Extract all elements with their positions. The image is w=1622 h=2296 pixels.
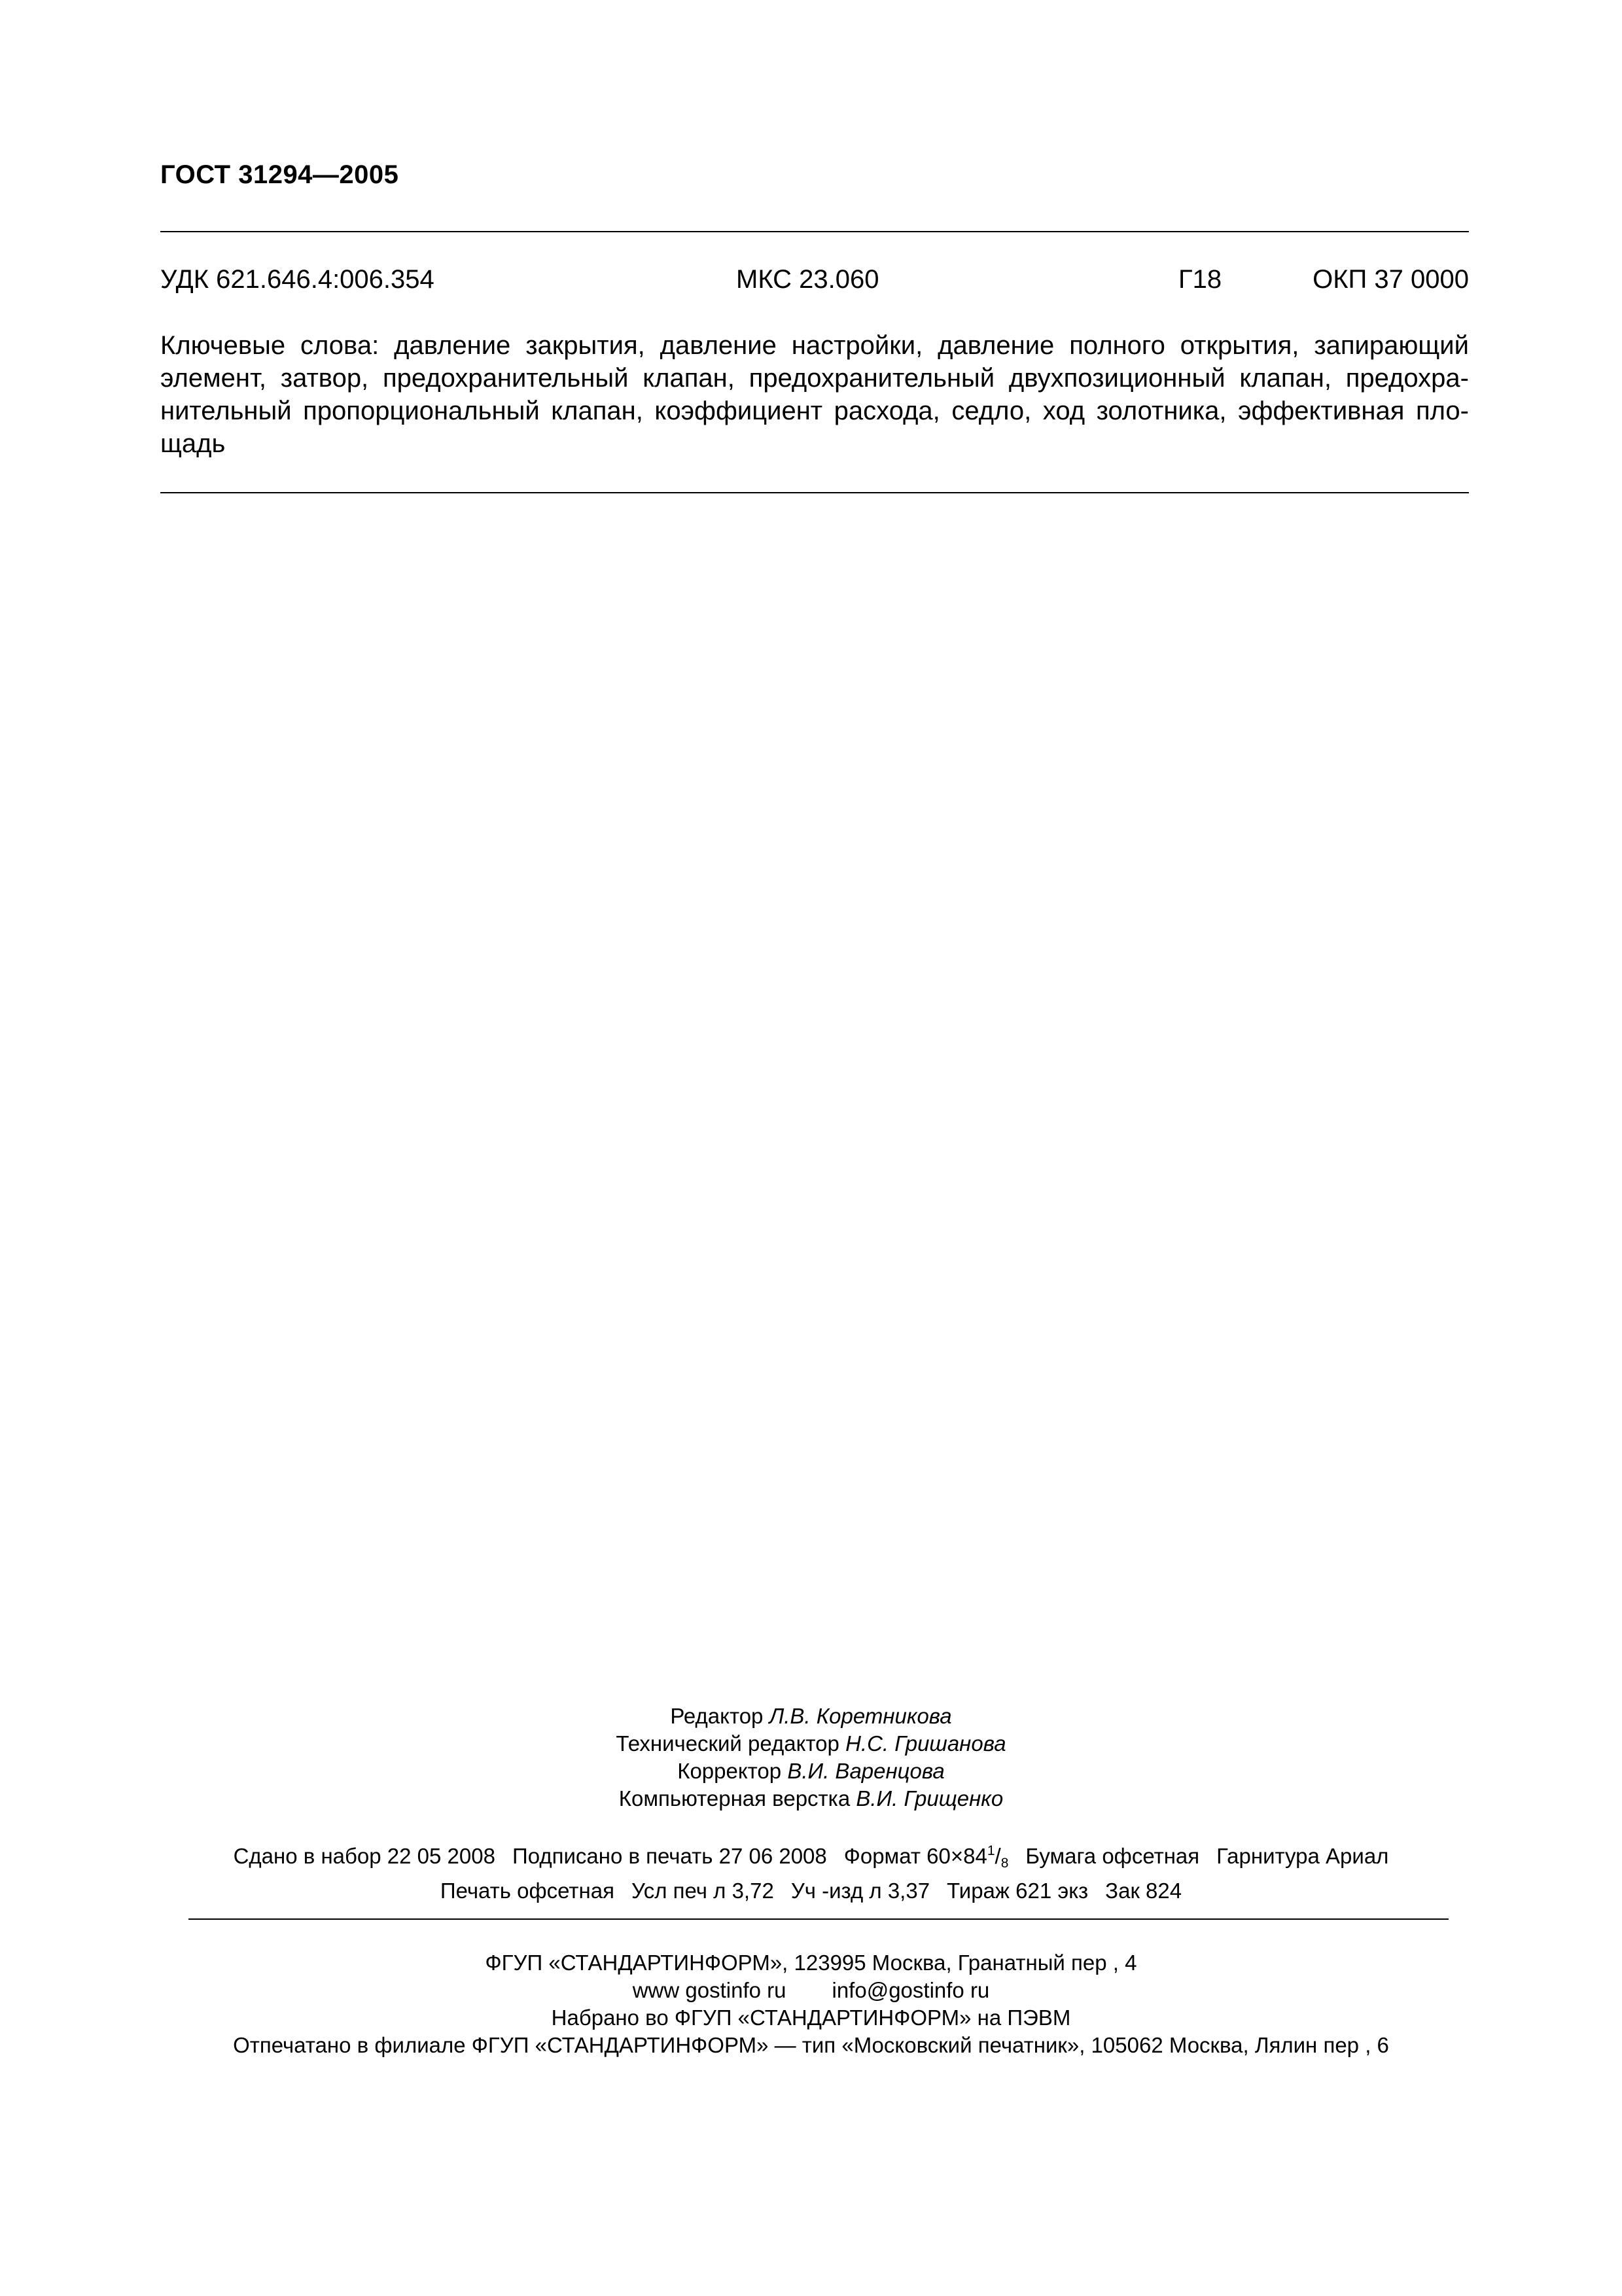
keywords-line: щадь bbox=[160, 429, 226, 458]
order-number: Зак 824 bbox=[1105, 1879, 1182, 1903]
typeface: Гарнитура Ариал bbox=[1216, 1844, 1389, 1868]
print-details-line bbox=[0, 1877, 1622, 1905]
credit-line bbox=[0, 1703, 1622, 1730]
editorial-credits bbox=[0, 1703, 1622, 1812]
credit-name: Н.С. Гришанова bbox=[845, 1731, 1006, 1756]
keywords-line: Ключевые слова: давление закрытия, давление настройки, давление полного открытия, запирающий bbox=[160, 331, 1469, 360]
credit-role: Редактор bbox=[670, 1704, 764, 1728]
print-type: Печать офсетная bbox=[440, 1879, 614, 1903]
format-denominator: 8 bbox=[1000, 1856, 1009, 1871]
mks-code: МКС 23.060 bbox=[736, 265, 879, 294]
paper-type: Бумага офсетная bbox=[1025, 1844, 1200, 1868]
website-link[interactable]: www gostinfo ru bbox=[632, 1978, 786, 2002]
credit-name: Л.В. Коретникова bbox=[769, 1704, 952, 1728]
credit-role: Технический редактор bbox=[616, 1731, 839, 1756]
credit-line bbox=[0, 1757, 1622, 1785]
group-code: Г18 bbox=[1178, 265, 1222, 294]
printed-note: Отпечатано в филиале ФГУП «СТАНДАРТИНФОРМ» — тип «Московский печатник», 105062 Москва, Лялин пер , 6 bbox=[233, 2033, 1389, 2057]
classification-codes bbox=[160, 265, 1469, 298]
top-divider bbox=[160, 231, 1469, 232]
imprint-divider bbox=[188, 1918, 1449, 1920]
print-details bbox=[0, 1837, 1622, 1905]
format-label: Формат 60×84 bbox=[843, 1844, 987, 1868]
circulation: Тираж 621 экз bbox=[947, 1879, 1089, 1903]
udk-code: УДК 621.646.4:006.354 bbox=[160, 265, 434, 294]
standard-designation: ГОСТ 31294—2005 bbox=[160, 160, 399, 189]
submitted-date: Сдано в набор 22 05 2008 bbox=[233, 1844, 495, 1868]
credit-role: Компьютерная верстка bbox=[618, 1786, 851, 1810]
print-details-line: Сдано в набор 22 05 2008 Подписано в печать 27 06 2008 Формат $60\times 84^1/8$ Бумага офсетная Гарнитура Ариал bbox=[233, 1843, 1389, 1871]
keywords-line: нительный пропорциональный клапан, коэффициент расхода, седло, ход золотника, эффективная пло- bbox=[160, 397, 1469, 425]
publisher-address: ФГУП «СТАНДАРТИНФОРМ», 123995 Москва, Гранатный пер , 4 bbox=[485, 1951, 1137, 1975]
credit-line bbox=[0, 1730, 1622, 1757]
credit-name: В.И. Грищенко bbox=[856, 1786, 1004, 1810]
keywords-block bbox=[160, 329, 1469, 460]
usl-sheets: Усл печ л 3,72 bbox=[631, 1879, 774, 1903]
format-numerator: 1 bbox=[987, 1843, 995, 1858]
keywords-divider bbox=[160, 492, 1469, 493]
publisher-imprint bbox=[0, 1949, 1622, 2059]
contact-line bbox=[0, 1977, 1622, 2004]
email-link[interactable]: info@gostinfo ru bbox=[832, 1978, 990, 2002]
signed-date: Подписано в печать 27 06 2008 bbox=[512, 1844, 827, 1868]
okp-code: ОКП 37 0000 bbox=[1313, 265, 1469, 294]
uch-sheets: Уч -изд л 3,37 bbox=[790, 1879, 930, 1903]
credit-name: В.И. Варенцова bbox=[787, 1759, 945, 1783]
credit-line bbox=[0, 1785, 1622, 1812]
keywords-line: элемент, затвор, предохранительный клапан, предохранительный двухпозиционный клапан, предохра- bbox=[160, 364, 1469, 393]
typeset-note: Набрано во ФГУП «СТАНДАРТИНФОРМ» на ПЭВМ bbox=[551, 2005, 1071, 2030]
credit-role: Корректор bbox=[677, 1759, 782, 1783]
